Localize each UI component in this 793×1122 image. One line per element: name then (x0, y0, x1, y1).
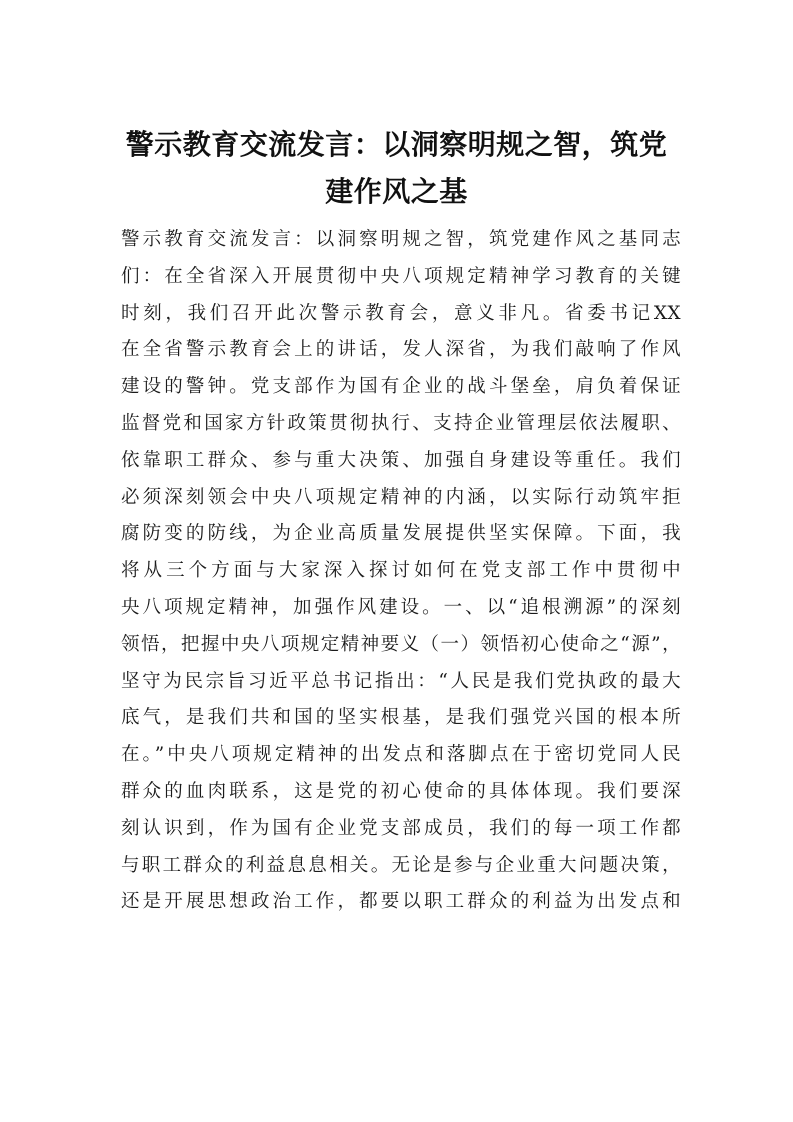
body-line: 在。”中央八项规定精神的出发点和落脚点在于密切党同人民 (121, 744, 681, 766)
body-line: 监督党和国家方针政策贯彻执行、支持企业管理层依法履职、 (121, 412, 681, 434)
document-body (121, 222, 681, 921)
body-line: 必须深刻领会中央八项规定精神的内涵，以实际行动筑牢拒 (121, 486, 681, 508)
body-line: 时刻，我们召开此次警示教育会，意义非凡。省委书记XX (121, 302, 681, 324)
body-line: 依靠职工群众、参与重大决策、加强自身建设等重任。我们 (121, 449, 681, 471)
body-line: 刻认识到，作为国有企业党支部成员，我们的每一项工作都 (121, 817, 681, 839)
body-line: 们：在全省深入开展贯彻中央八项规定精神学习教育的关键 (121, 265, 681, 287)
body-line: 央八项规定精神，加强作风建设。一、以“追根溯源”的深刻 (121, 596, 681, 618)
body-line: 在全省警示教育会上的讲话，发人深省，为我们敲响了作风 (121, 339, 681, 361)
body-line: 建设的警钟。党支部作为国有企业的战斗堡垒，肩负着保证 (121, 376, 681, 398)
body-line: 群众的血肉联系，这是党的初心使命的具体体现。我们要深 (121, 780, 681, 802)
body-line: 与职工群众的利益息息相关。无论是参与企业重大问题决策， (121, 854, 681, 876)
body-line: 腐防变的防线，为企业高质量发展提供坚实保障。下面，我 (121, 523, 681, 545)
body-line: 坚守为民宗旨习近平总书记指出：“人民是我们党执政的最大 (121, 670, 681, 692)
document-title-line-1: 警示教育交流发言：以洞察明规之智，筑党 (125, 128, 668, 161)
body-line: 底气，是我们共和国的坚实根基，是我们强党兴国的根本所 (121, 707, 681, 729)
body-line: 将从三个方面与大家深入探讨如何在党支部工作中贯彻中 (121, 560, 681, 582)
body-line: 领悟，把握中央八项规定精神要义（一）领悟初心使命之“源”， (121, 633, 681, 655)
document-title-line-2: 建作风之基 (325, 175, 468, 208)
body-line: 警示教育交流发言：以洞察明规之智，筑党建作风之基同志 (121, 229, 681, 250)
body-line: 还是开展思想政治工作，都要以职工群众的利益为出发点和 (121, 891, 681, 913)
